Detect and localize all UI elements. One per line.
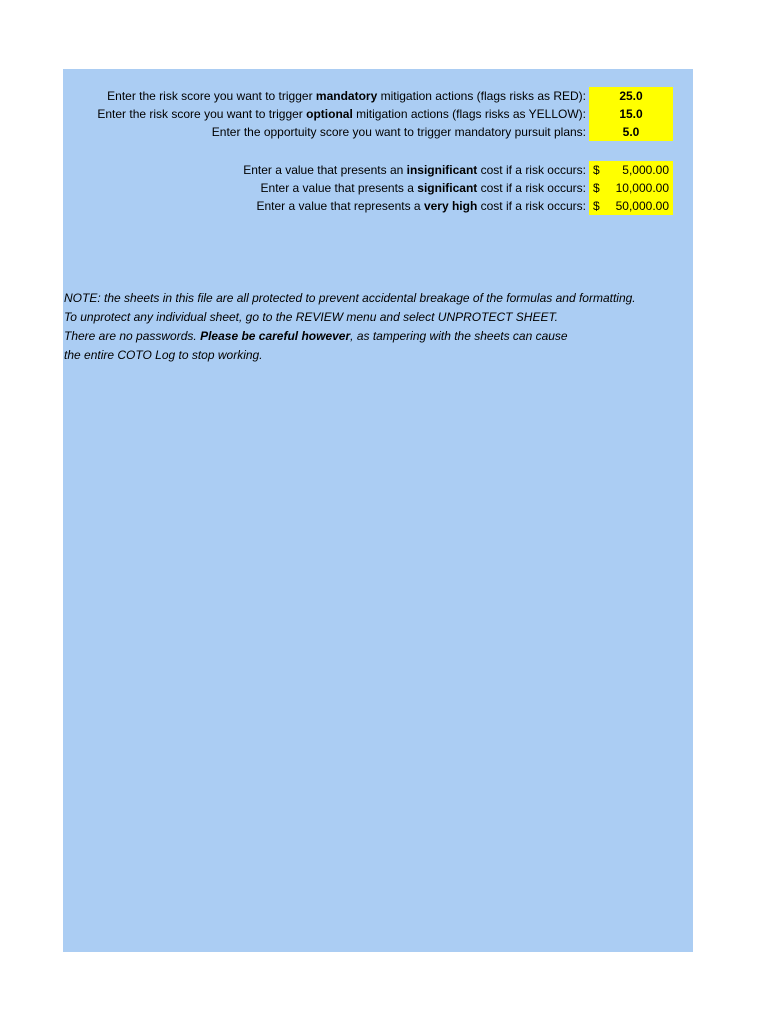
mandatory-score-input[interactable]: 25.0 <box>589 87 673 105</box>
cost-amount: 50,000.00 <box>615 199 669 213</box>
threshold-row-optional <box>63 105 693 123</box>
note-line: the entire COTO Log to stop working. <box>64 348 263 362</box>
opportunity-score-input[interactable]: 5.0 <box>589 123 673 141</box>
cost-amount: 5,000.00 <box>622 163 669 177</box>
protection-note <box>64 289 636 365</box>
threshold-row-mandatory <box>63 87 693 105</box>
note-line: To unprotect any individual sheet, go to the REVIEW menu and select UNPROTECT SHEET. <box>64 310 559 324</box>
currency-symbol: $ <box>593 199 600 213</box>
currency-symbol: $ <box>593 163 600 177</box>
threshold-label: Enter the opportuity score you want to trigger mandatory pursuit plans: <box>211 125 586 139</box>
cost-row-significant <box>63 179 693 197</box>
currency-symbol: $ <box>593 181 600 195</box>
threshold-label: Enter the risk score you want to trigger optional mitigation actions (flags risks as YELLOW): <box>97 107 586 121</box>
spreadsheet-area <box>63 69 693 952</box>
cost-row-insignificant <box>63 161 693 179</box>
cost-label: Enter a value that presents an insignificant cost if a risk occurs: <box>243 163 586 177</box>
optional-score-input[interactable]: 15.0 <box>589 105 673 123</box>
note-line: There are no passwords. Please be careful however, as tampering with the sheets can cause <box>64 329 568 343</box>
cost-label: Enter a value that represents a very high cost if a risk occurs: <box>256 199 586 213</box>
significant-cost-input[interactable] <box>589 179 673 197</box>
cost-row-very-high <box>63 197 693 215</box>
insignificant-cost-input[interactable] <box>589 161 673 179</box>
cost-amount: 10,000.00 <box>615 181 669 195</box>
cost-label: Enter a value that presents a significant cost if a risk occurs: <box>260 181 586 195</box>
very-high-cost-input[interactable] <box>589 197 673 215</box>
threshold-label: Enter the risk score you want to trigger mandatory mitigation actions (flags risks as RED): <box>107 89 586 103</box>
threshold-row-opportunity <box>63 123 693 141</box>
note-line: NOTE: the sheets in this file are all protected to prevent accidental breakage of the formulas and formatting. <box>64 291 636 305</box>
